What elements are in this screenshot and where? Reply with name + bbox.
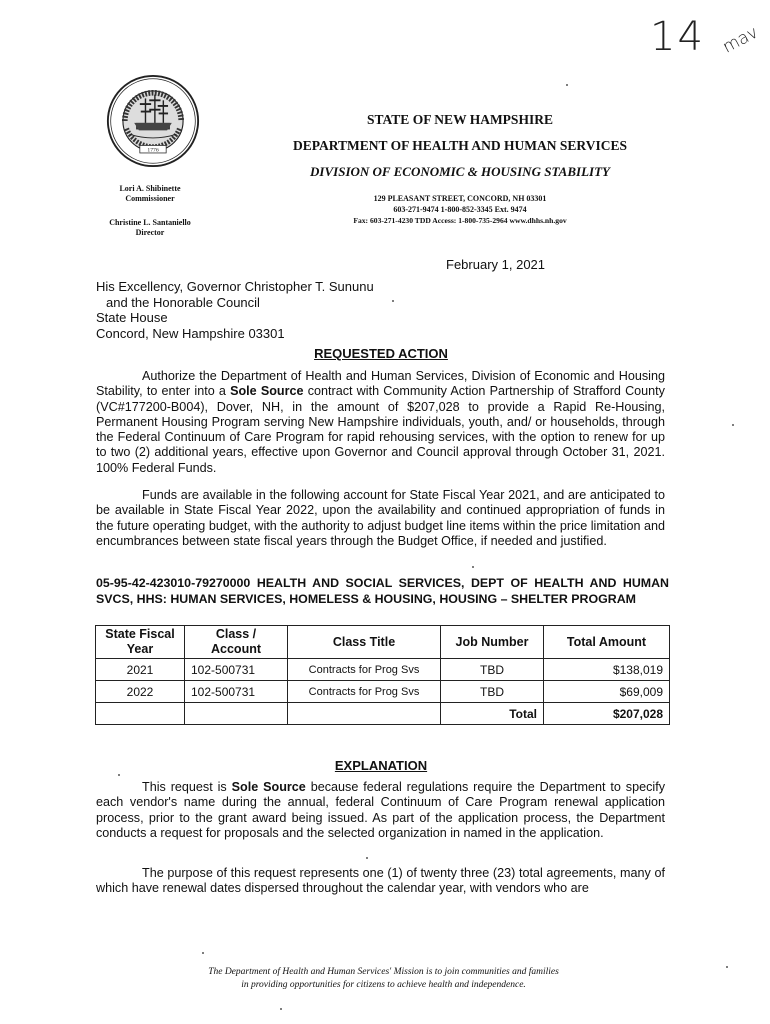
division-heading: DIVISION OF ECONOMIC & HOUSING STABILITY [310, 164, 610, 179]
scan-speck [472, 566, 474, 568]
scan-speck [118, 774, 120, 776]
cell-fiscal-year: 2022 [96, 681, 185, 703]
table-row [96, 681, 670, 703]
addressee-block [96, 279, 374, 341]
cell-total-amount: $207,028 [544, 703, 670, 725]
table-header-row [96, 626, 670, 659]
cell-fiscal-year: 2021 [96, 659, 185, 681]
cell-empty [185, 703, 288, 725]
handwritten-page-number: 14 [650, 14, 705, 60]
scan-speck [366, 857, 368, 859]
scan-speck [726, 966, 728, 968]
commissioner-name: Lori A. Shibinette [119, 184, 181, 193]
cell-job-number: TBD [441, 681, 544, 703]
cell-class-account: 102-500731 [185, 659, 288, 681]
cell-class-title: Contracts for Prog Svs [288, 681, 441, 703]
cell-amount: $69,009 [544, 681, 670, 703]
address-line-2: 603-271-9474 1-800-852-3345 Ext. 9474 [393, 205, 527, 214]
explanation-heading: EXPLANATION [334, 758, 428, 773]
director-name: Christine L. Santaniello [109, 218, 191, 227]
cell-class-title: Contracts for Prog Svs [288, 659, 441, 681]
scan-speck [280, 1008, 282, 1010]
cell-empty [96, 703, 185, 725]
scan-speck [202, 952, 204, 954]
address-line-3: Fax: 603-271-4230 TDD Access: 1-800-735-2964 www.dhhs.nh.gov [353, 216, 567, 225]
cell-empty [288, 703, 441, 725]
scan-speck [732, 424, 734, 426]
account-heading: 05-95-42-423010-79270000 HEALTH AND SOCIAL SERVICES, DEPT OF HEALTH AND HUMAN SVCS, HHS: HUMAN SERVICES, HOMELESS & HOUSING, HOUSING – SHELTER PROGRAM [96, 576, 669, 606]
cell-class-account: 102-500731 [185, 681, 288, 703]
header-fiscal-year: State Fiscal Year [96, 626, 185, 659]
funding-paragraph: Funds are available in the following account for State Fiscal Year 2021, and are anticipated to be available in State Fiscal Year 2022, upon the availability and continued appropriation of funds in the future operating budget, with the authority to adjust budget line items within the price limitation and encumbrances between state fiscal years through the Budget Office, if needed and justified. [96, 488, 665, 548]
addressee-line: His Excellency, Governor Christopher T. Sununu [96, 279, 374, 294]
scan-speck [566, 84, 568, 86]
footer-mission-line-2: in providing opportunities for citizens to achieve health and independence. [241, 980, 526, 990]
header-class-title: Class Title [288, 626, 441, 659]
purpose-paragraph: The purpose of this request represents one (1) of twenty three (23) total agreements, many of which have renewal dates dispersed throughout the calendar year, with vendors who are [96, 866, 665, 896]
table-total-row [96, 703, 670, 725]
header-total-amount: Total Amount [544, 626, 670, 659]
commissioner-title: Commissioner [125, 194, 175, 203]
department-heading: DEPARTMENT OF HEALTH AND HUMAN SERVICES [293, 138, 627, 153]
addressee-line: and the Honorable Council [106, 294, 260, 310]
table-row [96, 659, 670, 681]
svg-text:1776: 1776 [147, 147, 159, 154]
director-title: Director [135, 228, 165, 237]
cell-total-label: Total [441, 703, 544, 725]
requested-action-heading: REQUESTED ACTION [314, 346, 448, 361]
addressee-line: State House [96, 310, 168, 326]
cell-amount: $138,019 [544, 659, 670, 681]
letter-date: February 1, 2021 [446, 257, 546, 272]
requested-action-paragraph: Authorize the Department of Health and Human Services, Division of Economic and Housing Stability, to enter into a Sole Source contract with Community Action Partnership of Strafford County (VC#177200-B004), Dover, NH, in the amount of $207,028 to provide a Rapid Re-Housing, Permanent Housing Program serving New Hampshire individuals, youth, and/ or households, through the Federal Continuum of Care Program for rapid rehousing services, with the option to renew for up to two (2) additional years, effective upon Governor and Council approval through October 31, 2021. 100% Federal Funds. [96, 369, 665, 475]
footer-mission-line-1: The Department of Health and Human Services' Mission is to join communities and families [208, 967, 559, 977]
state-heading: STATE OF NEW HAMPSHIRE [367, 112, 553, 127]
explanation-paragraph: This request is Sole Source because federal regulations require the Department to specify each vendor's name during the annual, federal Continuum of Care Program renewal application process, prior to the grant award being issued. As part of the application process, the Department conducts a request for proposals and the selected organization in named in the application. [96, 780, 665, 840]
handwritten-initials: mav [719, 22, 762, 58]
header-class-account: Class / Account [185, 626, 288, 659]
state-seal-image [106, 74, 200, 168]
header-job-number: Job Number [441, 626, 544, 659]
cell-job-number: TBD [441, 659, 544, 681]
address-line-1: 129 PLEASANT STREET, CONCORD, NH 03301 [373, 194, 547, 203]
scan-speck [392, 300, 394, 302]
budget-table [95, 625, 670, 725]
addressee-line: Concord, New Hampshire 03301 [96, 325, 285, 341]
